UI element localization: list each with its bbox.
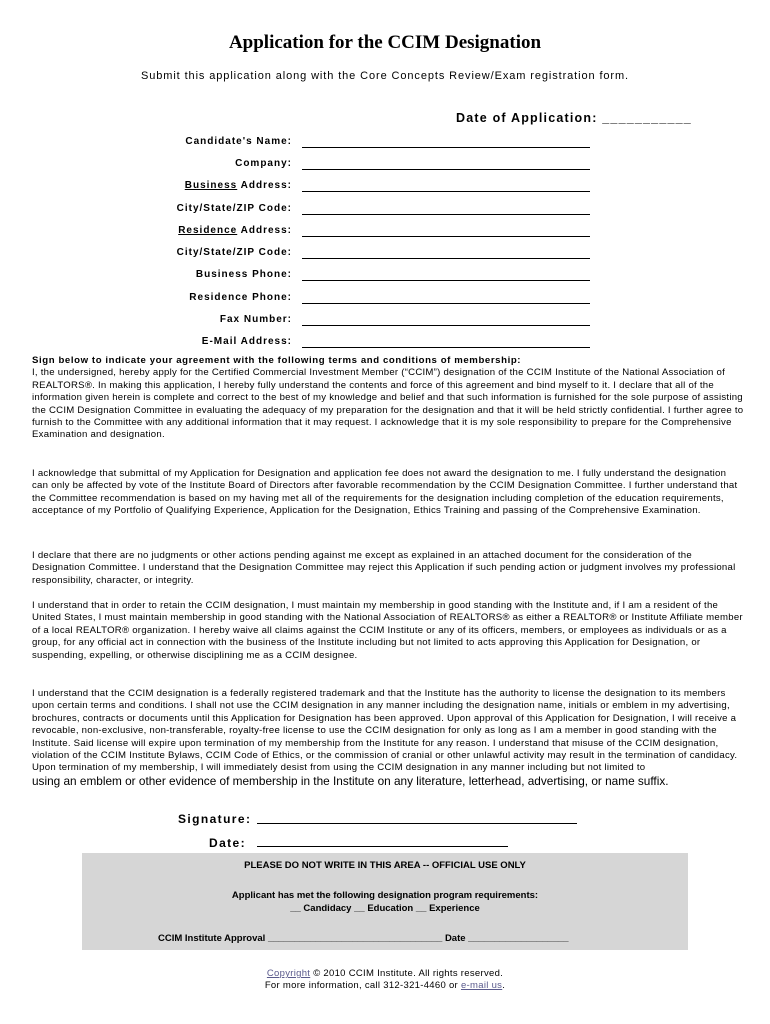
terms-paragraph-2: I acknowledge that submittal of my Application for Designation and application fee does not award the designation to me. I fully understand the designation can only be affected by vote of the Institute Board of Directors after favorable recommendation by the CCIM Designation Committee. I further understand that the Committee recommendation is based on my having met all of the requirements for the designation including completion of the education requirements, acceptance of my Portfolio of Qualifying Experience, Application for the Designation, Ethics Training and passing of the Comprehensive Examination. — [32, 468, 738, 517]
business-city-state-zip-field[interactable] — [100, 203, 600, 219]
field-line[interactable] — [302, 347, 590, 348]
terms-paragraph-4: I understand that in order to retain the CCIM designation, I must maintain my membership in good standing with the Institute and, if I am a resident of the United States, I must maintain membership in good standing with the National Association of REALTORS® as either a REALTOR® or Institute Affiliate member of a local REALTOR® organization. I hereby waive all claims against the CCIM Institute or any of its officers, members, or employees as individuals or as a group, for any official act in connection with the business of the Institute including but not limited to acts approving this Application for Designation, or suspending, expelling, or otherwise disciplining me as a CCIM designee. — [32, 600, 743, 661]
terms-paragraph-3: I declare that there are no judgments or other actions pending against me except as explained in an attached document for the consideration of the Designation Committee. I understand that the Designation Committee may reject this Application if such pending action or judgment involves my professional responsibility, character, or integrity. — [32, 550, 736, 586]
field-label: City/State/ZIP Code: — [176, 247, 292, 258]
label-rest: Address: — [237, 225, 292, 236]
field-line[interactable] — [302, 258, 590, 259]
company-field[interactable] — [100, 158, 600, 174]
residence-address-field[interactable] — [100, 225, 600, 241]
copyright-line — [0, 968, 770, 980]
label-underlined: Business — [184, 180, 238, 191]
date-label: Date: — [209, 836, 247, 850]
field-label: Company: — [235, 158, 292, 169]
field-label: Residence Phone: — [189, 292, 292, 303]
signature-line[interactable] — [257, 823, 577, 824]
field-line[interactable] — [302, 280, 590, 281]
date-of-application[interactable]: Date of Application: ___________ — [456, 111, 692, 125]
field-label: E-Mail Address: — [201, 336, 292, 347]
field-label — [185, 180, 292, 191]
official-heading: PLEASE DO NOT WRITE IN THIS AREA -- OFFICIAL USE ONLY — [244, 860, 526, 871]
subtitle: Submit this application along with the Core Concepts Review/Exam registration form. — [141, 70, 629, 82]
page-title: Application for the CCIM Designation — [228, 32, 542, 53]
terms-block-1 — [32, 355, 744, 442]
business-address-field[interactable] — [100, 180, 600, 196]
field-line[interactable] — [302, 303, 590, 304]
copyright-link[interactable]: Copyright — [266, 968, 311, 979]
footer — [0, 968, 770, 992]
candidate-name-field[interactable] — [100, 136, 600, 152]
label-underlined: Residence — [178, 225, 238, 236]
label-rest: Address: — [237, 180, 292, 191]
field-line[interactable] — [302, 191, 590, 192]
official-use-box — [82, 853, 688, 950]
field-line[interactable] — [302, 325, 590, 326]
signature-label: Signature: — [178, 812, 252, 826]
email-address-field[interactable] — [100, 336, 600, 352]
contact-text: For more information, call 312-321-4460 or — [264, 980, 461, 991]
field-line[interactable] — [302, 214, 590, 215]
field-line[interactable] — [302, 147, 590, 148]
residence-city-state-zip-field[interactable] — [100, 247, 600, 263]
official-checklist: __ Candidacy __ Education __ Experience — [290, 903, 480, 914]
business-phone-field[interactable] — [100, 269, 600, 285]
field-label: Business Phone: — [195, 269, 292, 280]
official-approval: CCIM Institute Approval _________________________________ Date ___________________ — [158, 933, 569, 944]
field-line[interactable] — [302, 236, 590, 237]
terms-paragraph-1: I, the undersigned, hereby apply for the Certified Commercial Investment Member (“CCIM”) designation of the CCIM Institute of the National Association of REALTORS®. In making this application, I hereby fully understand the contents and force of this agreement and bind myself to it. I declare that all of the information given herein is complete and correct to the best of my knowledge and belief and that such information is furnished for the sole purpose of assisting the CCIM Designation Committee in evaluating the adequacy of my preparation for the designation and that it will be held strictly confidential. I further agree to furnish to the Committee with any additional information that it may request. I acknowledge that it is my sole responsibility to prepare for the Comprehensive Examination and designation. — [32, 367, 744, 441]
email-link[interactable]: e-mail us — [460, 980, 503, 991]
terms-heading: Sign below to indicate your agreement with the following terms and conditions of membership: — [32, 355, 522, 366]
fax-number-field[interactable] — [100, 314, 600, 330]
official-requirements: Applicant has met the following designation program requirements: — [231, 890, 539, 901]
terms-paragraph-5-tail: using an emblem or other evidence of membership in the Institute on any literature, letterhead, advertising, or name suffix. — [32, 773, 669, 788]
residence-phone-field[interactable] — [100, 292, 600, 308]
contact-period: . — [502, 980, 506, 991]
date-line[interactable] — [257, 846, 508, 847]
terms-paragraph-5: I understand that the CCIM designation is a federally registered trademark and that the Institute has the authority to license the designation to its members upon certain terms and conditions. I shall not use the CCIM designation in any manner including the designation name, initials or emblem in my advertising, brochures, contracts or documents until this Application for Designation has been approved. Upon approval of this Application for Designation, I will receive a revocable, non-exclusive, non-transferable, royalty-free license to use the CCIM designation for only as long as I am a member in good standing with the Institute. Said license will expire upon termination of my membership from the Institute for any reason. I understand that misuse of the CCIM designation, violation of the CCIM Institute Bylaws, CCIM Code of Ethics, or the commission of cranial or other unlawful activity may result in the termination of candidacy. Upon termination of my membership, I will immediately desist from using the CCIM designation in any manner including but not limited to — [32, 688, 738, 774]
field-line[interactable] — [302, 169, 590, 170]
field-label — [178, 225, 292, 236]
field-label: Candidate's Name: — [185, 136, 292, 147]
field-label: City/State/ZIP Code: — [176, 203, 292, 214]
field-label: Fax Number: — [219, 314, 292, 325]
copyright-text: © 2010 CCIM Institute. All rights reserved. — [310, 968, 504, 979]
terms-block-5 — [32, 688, 744, 787]
contact-line — [0, 980, 770, 992]
